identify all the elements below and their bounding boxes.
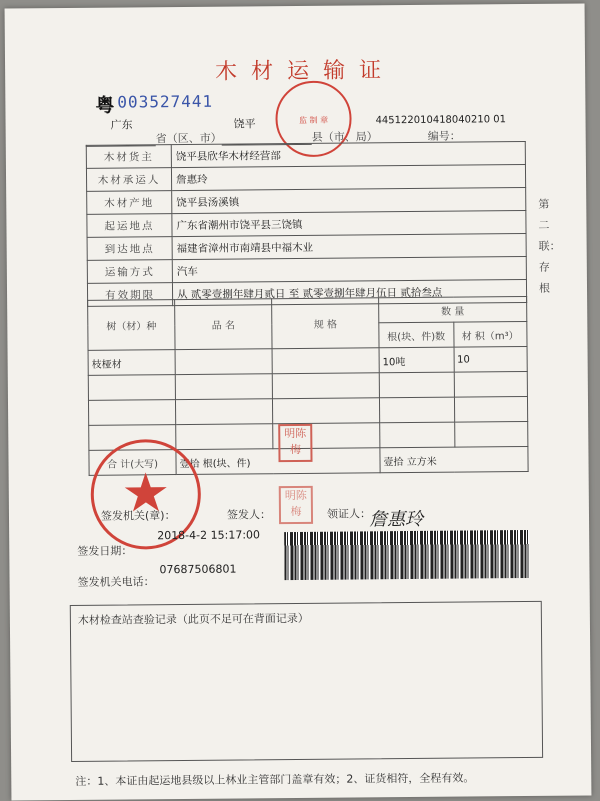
- owner-label: 木材货主: [86, 145, 171, 169]
- phone-label: 签发机关电话：: [77, 575, 155, 589]
- issue-date-value: 2018-4-2 15:17:00: [157, 528, 261, 543]
- seal-char: 陈: [295, 488, 307, 503]
- species-header: 树（材）种: [88, 300, 175, 351]
- total-roots: 壹拾 根(块、件): [176, 448, 380, 475]
- empty-cell: [454, 371, 528, 397]
- signer-label: 签发人：: [226, 508, 272, 522]
- goods-name: [175, 349, 272, 375]
- county-label: 县（市、局）: [311, 130, 378, 144]
- departure-value: 广东省潮州市饶平县三饶镇: [172, 211, 526, 237]
- barcode-image: [284, 530, 529, 580]
- goods-spec: [272, 348, 379, 374]
- seal-char: 陈: [295, 426, 307, 441]
- name-header: 品 名: [175, 299, 272, 350]
- empty-cell: [379, 397, 454, 423]
- total-volume: 壹拾 立方米: [380, 446, 528, 472]
- signature-seal-1: [278, 424, 312, 462]
- roots-header: 根(块、件)数: [379, 322, 454, 348]
- side-label: 第二联：存根: [538, 197, 561, 295]
- seal-char: 明: [284, 489, 296, 503]
- province-value: 广东: [110, 118, 133, 132]
- inspection-label: 木材检查站查验记录（此页不足可在背面记录）: [77, 611, 309, 627]
- transport-label: 运输方式: [87, 260, 172, 284]
- number-label: 编号：: [427, 129, 461, 143]
- empty-cell: [454, 396, 528, 422]
- destination-value: 福建省漳州市南靖县中福木业: [172, 234, 526, 260]
- county-value: 饶平: [233, 117, 256, 131]
- empty-cell: [88, 375, 175, 401]
- transport-certificate: [5, 3, 592, 800]
- empty-cell: [175, 399, 272, 425]
- owner-value: 饶平县欣华木材经营部: [171, 142, 525, 168]
- info-table: [86, 141, 527, 307]
- origin-label: 木材产地: [87, 191, 172, 215]
- transport-value: 汽车: [172, 257, 526, 283]
- empty-cell: [380, 422, 455, 448]
- origin-value: 饶平县汤溪镇: [172, 188, 526, 214]
- goods-roots: 10吨: [379, 347, 454, 373]
- seal-char: 梅: [289, 442, 301, 457]
- seal-char: 明: [284, 427, 296, 441]
- issuer-label: 签发机关(章)：: [100, 509, 176, 523]
- departure-label: 起运地点: [87, 214, 172, 238]
- empty-cell: [272, 373, 379, 399]
- qty-header: 数 量: [379, 297, 527, 323]
- document-title: 木材运输证: [215, 58, 396, 85]
- empty-cell: [454, 421, 528, 447]
- footnote: 注：1、本证由起运地县级以上林业主管部门盖章有效；2、证货相符，全程有效。: [75, 771, 475, 788]
- goods-species: 枝桠材: [88, 350, 175, 376]
- carrier-value: 詹惠玲: [171, 165, 525, 191]
- signature-seal-2: [279, 486, 313, 524]
- province-label: 省（区、市）: [155, 131, 222, 146]
- serial-prefix: 粤: [95, 94, 115, 117]
- carrier-label: 木材承运人: [86, 168, 171, 192]
- receiver-label: 领证人：: [326, 507, 372, 521]
- empty-cell: [272, 398, 379, 424]
- validity-label: 有效期限: [87, 283, 172, 307]
- goods-volume: 10: [454, 346, 528, 372]
- empty-cell: [379, 372, 454, 398]
- empty-cell: [88, 400, 175, 426]
- total-label: 合 计(大写): [89, 450, 176, 476]
- spec-header: 规 格: [272, 298, 379, 349]
- volume-header: 材 积（m³）: [453, 322, 527, 348]
- receiver-signature: 詹惠玲: [368, 508, 424, 531]
- destination-label: 到达地点: [87, 237, 172, 261]
- phone-value: 07687506801: [159, 562, 237, 577]
- svg-text:监 制 章: 监 制 章: [298, 115, 329, 125]
- serial-number: 003527441: [117, 91, 214, 112]
- seal-char: 梅: [290, 504, 302, 519]
- number-value: 445122010418040210 01: [375, 114, 507, 127]
- validity-value: 从 贰零壹捌年肆月贰日 至 贰零壹捌年肆月伍日 贰拾叁点: [172, 280, 526, 306]
- issue-date-label: 签发日期：: [77, 544, 133, 558]
- empty-cell: [175, 374, 272, 400]
